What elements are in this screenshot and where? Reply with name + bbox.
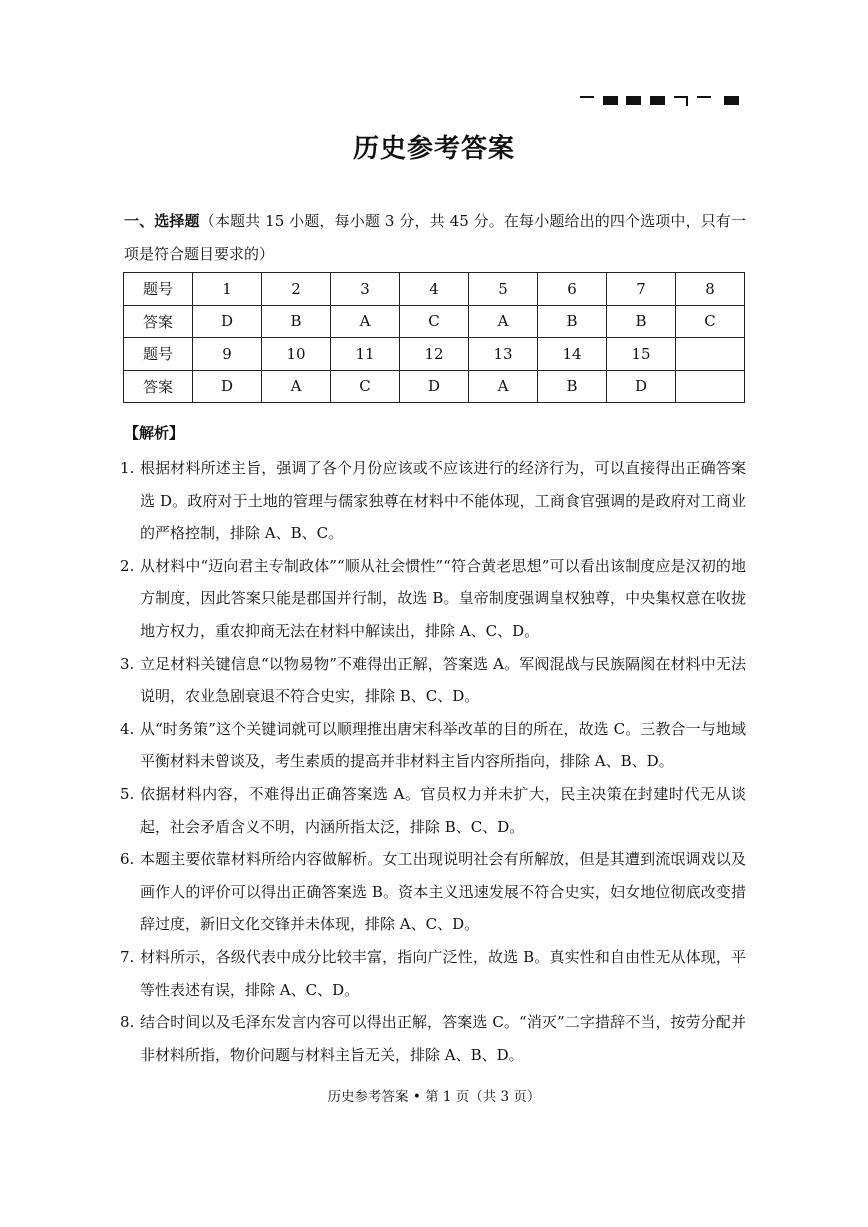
table-cell: 4 [400, 273, 469, 306]
item-text: 结合时间以及毛泽东发言内容可以得出正解，答案选 C。“消灭”二字措辞不当，按劳分配并非材料所指，物价问题与材料主旨无关，排除 A、B、D。 [140, 1013, 746, 1064]
table-cell: 9 [193, 338, 262, 371]
table-row-header: 答案 [124, 370, 193, 403]
table-cell: 13 [469, 338, 538, 371]
table-cell: D [607, 370, 676, 403]
table-cell: 1 [193, 273, 262, 306]
item-number: 6. [120, 850, 135, 869]
list-item [118, 452, 746, 550]
item-text: 本题主要依靠材料所给内容做解析。女工出现说明社会有所解放，但是其遭到流氓调戏以及画作人的评价可以得出正确答案选 B。资本主义迅速发展不符合史实，妇女地位彻底改变措辞过度，新旧文化交锋并未体现，排除 A、C、D。 [140, 850, 746, 934]
table-cell: 5 [469, 273, 538, 306]
table-cell: 10 [262, 338, 331, 371]
table-cell: D [400, 370, 469, 403]
analysis-list [118, 452, 746, 1071]
page-footer: 历史参考答案 • 第 1 页（共 3 页） [327, 1089, 541, 1105]
table-cell: A [262, 370, 331, 403]
table-cell: C [676, 305, 745, 338]
table-cell: 6 [538, 273, 607, 306]
table-cell: C [400, 305, 469, 338]
table-cell: A [469, 305, 538, 338]
table-cell: A [469, 370, 538, 403]
item-text: 依据材料内容，不难得出正确答案选 A。官员权力并未扩大，民主决策在封建时代无从谈起，社会矛盾含义不明，内涵所指太泛，排除 B、C、D。 [140, 784, 746, 836]
section-heading [124, 205, 746, 271]
item-text: 立足材料关键信息“以物易物”不难得出正解，答案选 A。军阀混战与民族隔阂在材料中无法说明，农业急剧衰退不符合史实，排除 B、C、D。 [140, 654, 746, 706]
table-cell: 3 [331, 273, 400, 306]
table-cell: B [538, 370, 607, 403]
list-item [118, 713, 746, 778]
table-cell: B [538, 305, 607, 338]
table-row-header: 答案 [124, 305, 193, 338]
page-title: 历史参考答案 [352, 134, 515, 164]
item-text: 从“时务策”这个关键词就可以顺理推出唐宋科举改革的目的所在，故选 C。三教合一与地域平衡材料未曾谈及，考生素质的提高并非材料主旨内容所指向，排除 A、B、D。 [140, 719, 746, 771]
table-cell: 15 [607, 338, 676, 371]
table-cell: 12 [400, 338, 469, 371]
list-item [118, 550, 746, 648]
exam-code-marker-icon [580, 94, 745, 108]
table-row [124, 338, 745, 371]
table-cell: 7 [607, 273, 676, 306]
table-cell: 8 [676, 273, 745, 306]
table-row [124, 273, 745, 306]
table-cell: B [262, 305, 331, 338]
section-label: 一、选择题 [124, 212, 200, 230]
table-cell: C [331, 370, 400, 403]
table-cell: 11 [331, 338, 400, 371]
list-item [118, 648, 746, 713]
analysis-heading: 【解析】 [124, 424, 185, 442]
item-text: 从材料中“迈向君主专制政体”“顺从社会惯性”“符合黄老思想”可以看出该制度应是汉初的地方制度，因此答案只能是郡国并行制，故选 B。皇帝制度强调皇权独尊，中央集权意在收拢地方权力，重农抑商无法在材料中解读出，排除 A、C、D。 [140, 556, 746, 640]
item-text: 材料所示，各级代表中成分比较丰富，指向广泛性，故选 B。真实性和自由性无从体现，平等性表述有误，排除 A、C、D。 [140, 947, 746, 999]
section-description: （本题共 15 小题，每小题 3 分，共 45 分。在每小题给出的四个选项中，只有一项是符合题目要求的） [124, 212, 746, 263]
table-cell [676, 370, 745, 403]
table-cell: B [607, 305, 676, 338]
table-cell [676, 338, 745, 371]
list-item [118, 941, 746, 1006]
item-number: 3. [120, 654, 135, 673]
table-cell: 2 [262, 273, 331, 306]
item-number: 5. [120, 784, 135, 803]
table-row-header: 题号 [124, 338, 193, 371]
answer-table [123, 272, 745, 403]
list-item [118, 778, 746, 843]
item-number: 4. [120, 719, 135, 738]
table-row [124, 370, 745, 403]
list-item [118, 1006, 746, 1071]
table-cell: 14 [538, 338, 607, 371]
item-number: 7. [120, 947, 135, 966]
list-item [118, 843, 746, 941]
table-cell: A [331, 305, 400, 338]
table-row-header: 题号 [124, 273, 193, 306]
table-cell: D [193, 305, 262, 338]
table-cell: D [193, 370, 262, 403]
item-text: 根据材料所述主旨，强调了各个月份应该或不应该进行的经济行为，可以直接得出正确答案选 D。政府对于土地的管理与儒家独尊在材料中不能体现，工商食官强调的是政府对工商业的严格控制，排除 A、B、C。 [140, 459, 746, 543]
item-number: 2. [120, 556, 135, 575]
item-number: 8. [120, 1013, 135, 1032]
item-number: 1. [120, 459, 135, 477]
table-row [124, 305, 745, 338]
